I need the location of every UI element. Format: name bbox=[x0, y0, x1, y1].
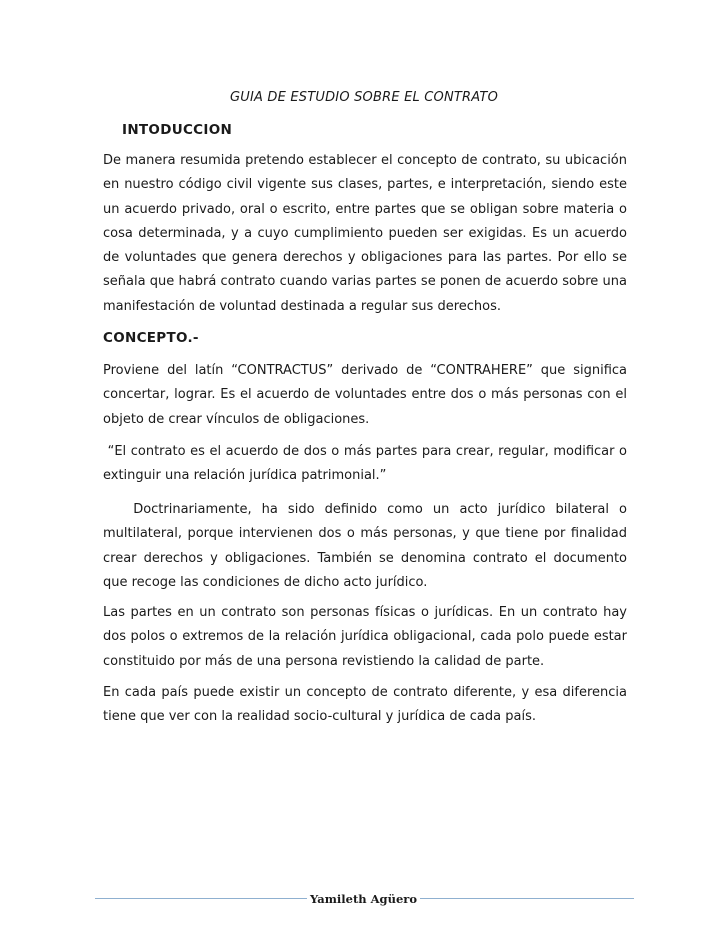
concept-paragraph: Las partes en un contrato son personas físicas o jurídicas. En un contrato hay dos polos o extremos de la relación jurídica obligacional, cada polo puede estar constituido por más de una persona revistiendo la calidad de parte. bbox=[103, 605, 627, 669]
concept-paragraph: En cada país puede existir un concepto de contrato diferente, y esa diferencia tiene que ver con la realidad socio-cultural y jurídica de cada país. bbox=[103, 685, 627, 725]
footer-rule-left bbox=[95, 898, 307, 899]
concept-quote-paragraph: “El contrato es el acuerdo de dos o más partes para crear, regular, modificar o extinguir una relación jurídica patrimonial.” bbox=[103, 444, 632, 484]
footer-author: Yamileth Agüero bbox=[309, 892, 418, 906]
footer-rule-right bbox=[420, 898, 634, 899]
concept-heading: CONCEPTO.- bbox=[103, 330, 199, 346]
document-title: GUIA DE ESTUDIO SOBRE EL CONTRATO bbox=[229, 90, 499, 105]
concept-paragraph: Proviene del latín “CONTRACTUS” derivado de “CONTRAHERE” que significa concertar, lograr. Es el acuerdo de voluntades entre dos o más personas con el objeto de crear vínculos de obligaciones. bbox=[103, 363, 627, 427]
intro-paragraph: De manera resumida pretendo establecer el concepto de contrato, su ubicación en nuestro código civil vigente sus clases, partes, e interpretación, siendo este un acuerdo privado, oral o escrito, entre partes que se obligan sobre materia o cosa determinada, y a cuyo cumplimiento pueden ser exigidas. Es un acuerdo de voluntades que genera derechos y obligaciones para las partes. Por ello se señala que habrá contrato cuando varias partes se ponen de acuerdo sobre una manifestación de voluntad destinada a regular sus derechos. bbox=[103, 153, 627, 314]
intro-heading: INTODUCCION bbox=[122, 122, 233, 138]
concept-paragraph: Doctrinariamente, ha sido definido como un acto jurídico bilateral o multilateral, porque intervienen dos o más personas, y que tiene por finalidad crear derechos y obligaciones. También se denomina contrato el documento que recoge las condiciones de dicho acto jurídico. bbox=[103, 502, 632, 590]
